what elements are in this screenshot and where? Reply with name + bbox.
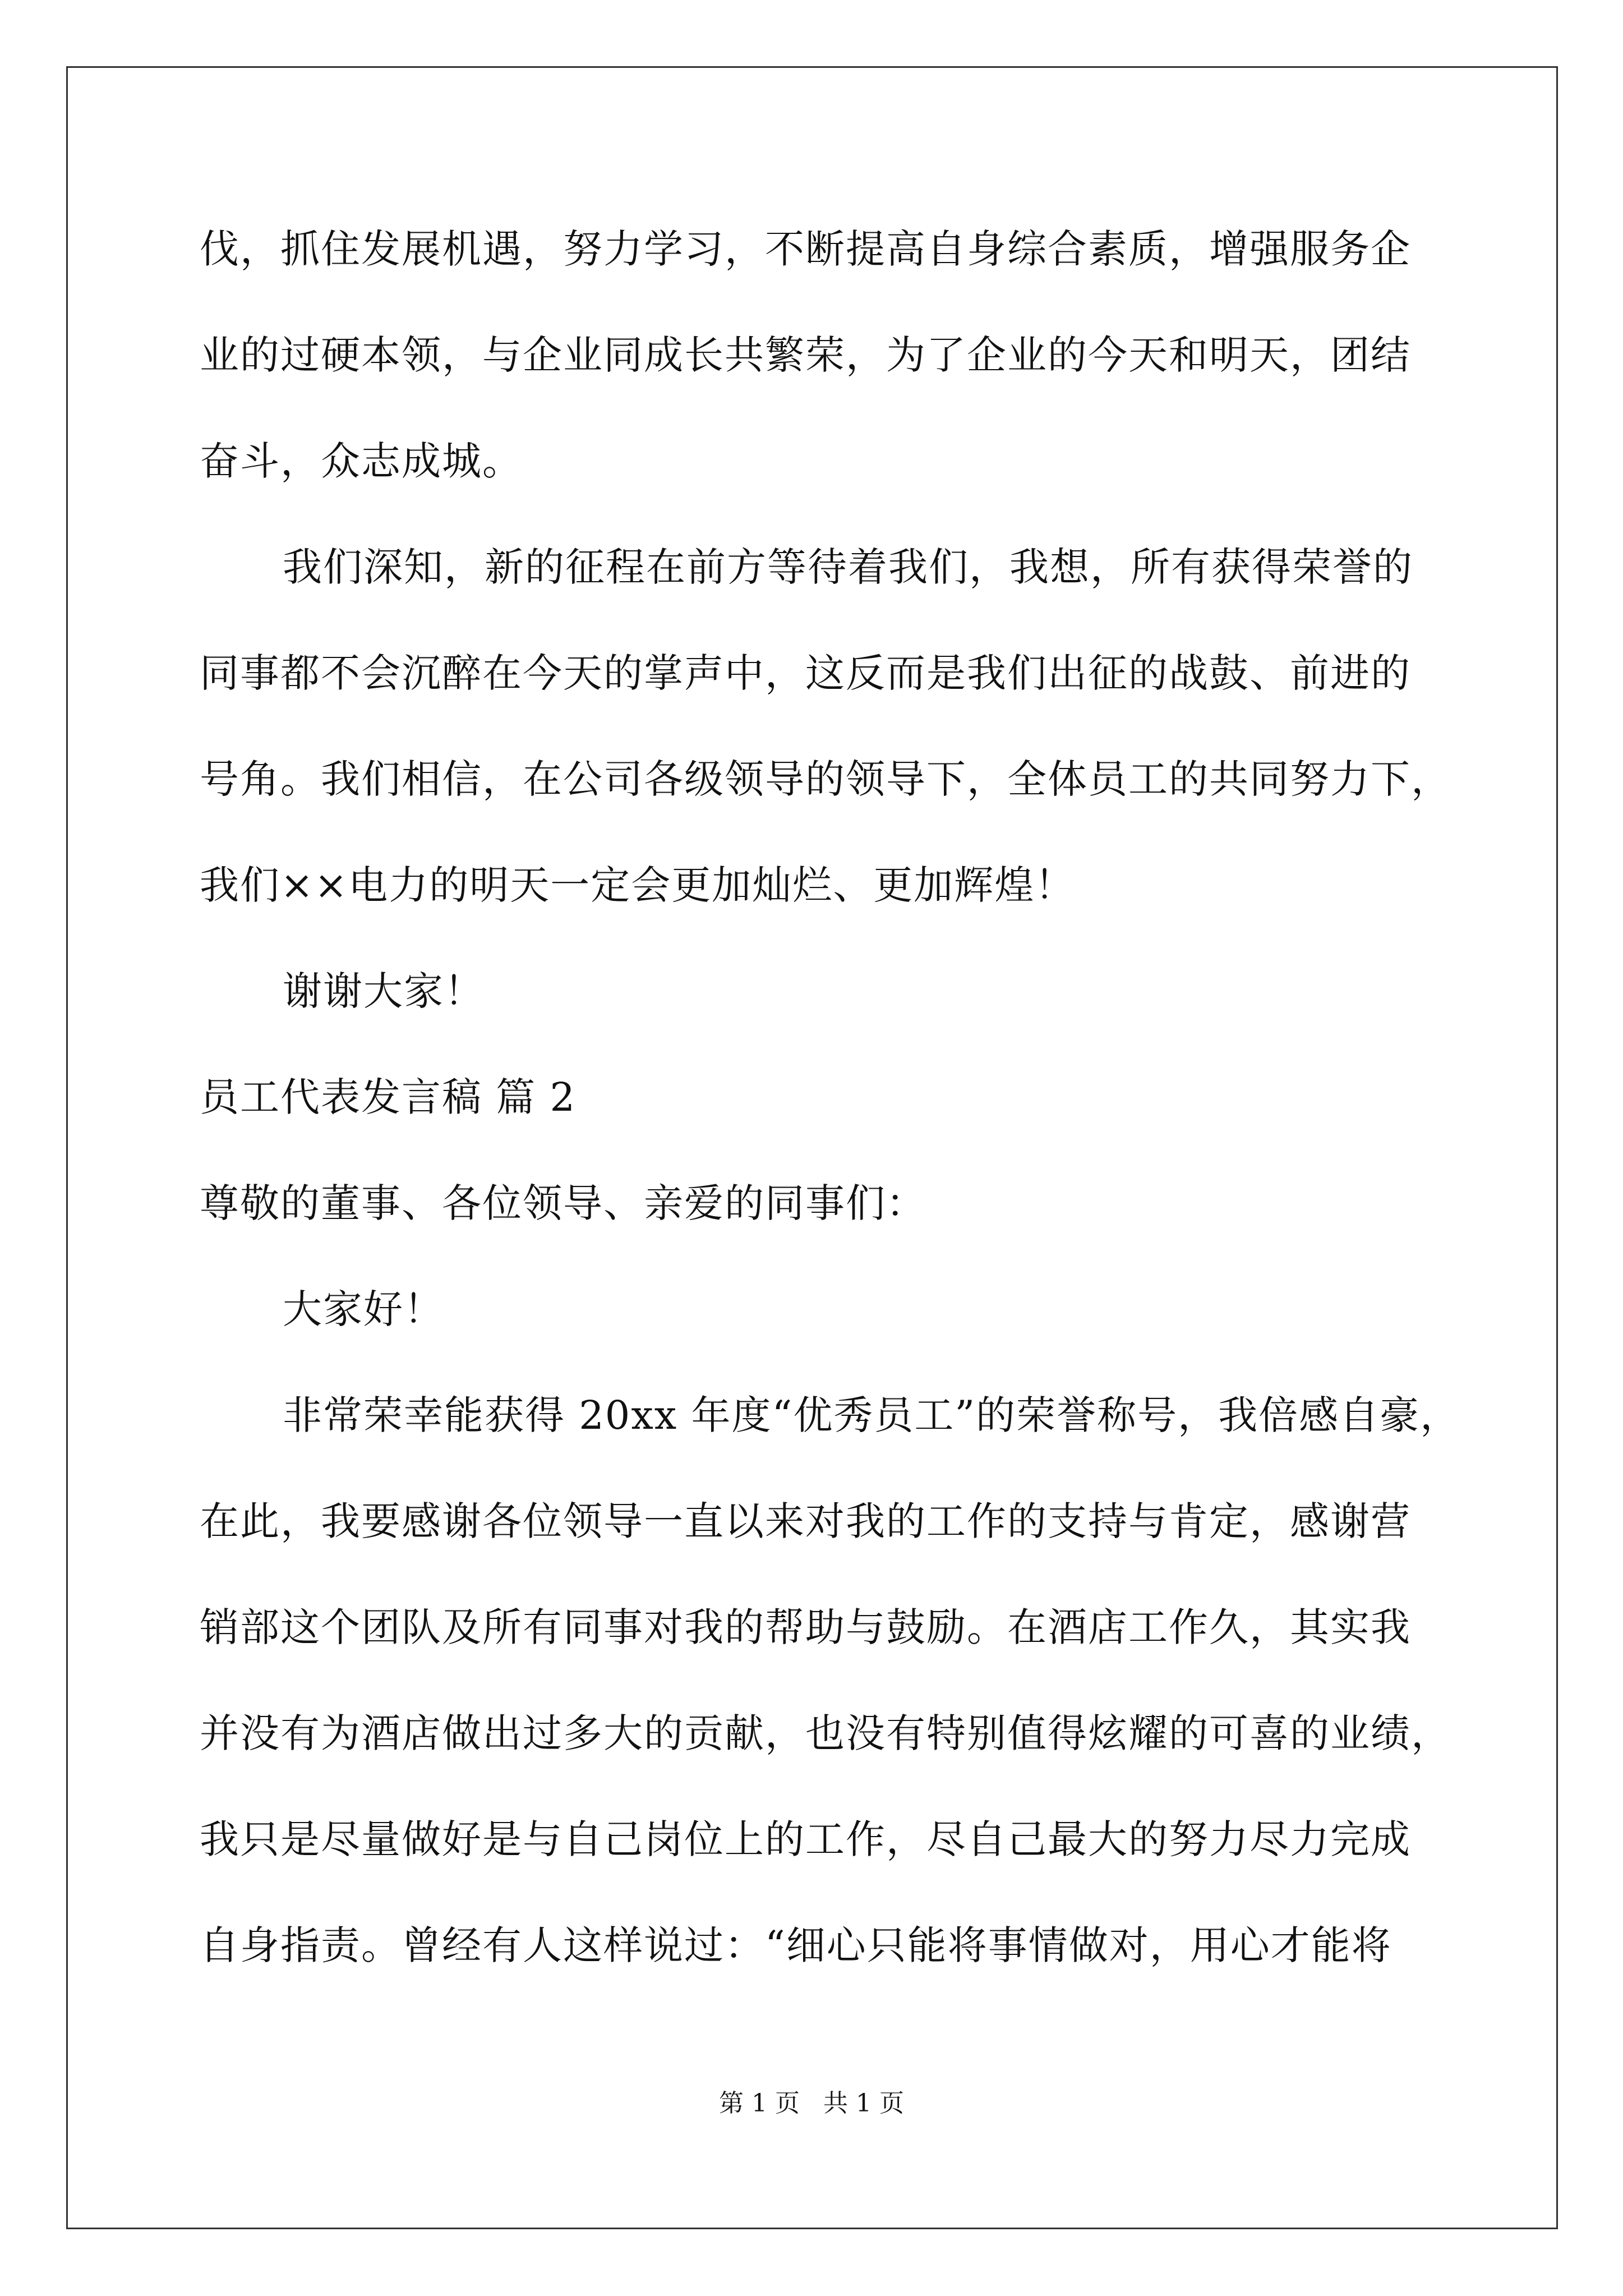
section-heading: 员工代表发言稿 篇 2 [200,1074,577,1120]
text-line: 自身指责。曾经有人这样说过：“细心只能将事情做对，用心才能将 [200,1922,1392,1968]
salutation-line: 尊敬的董事、各位领导、亲爱的同事们： [200,1180,926,1226]
closing-line: 谢谢大家！ [283,968,485,1014]
text-line: 并没有为酒店做出过多大的贡献，也没有特别值得炫耀的可喜的业绩， [200,1710,1451,1756]
text-line: 我只是尽量做好是与自己岗位上的工作，尽自己最大的努力尽力完成 [200,1816,1411,1862]
greeting-line: 大家好！ [283,1286,444,1332]
text-line: 奋斗，众志成城。 [200,438,523,484]
document-body [200,196,1461,1999]
paragraph-start-line: 我们深知，新的征程在前方等待着我们，我想，所有获得荣誉的 [283,544,1413,590]
text-line: 伐，抓住发展机遇，努力学习，不断提高自身综合素质，增强服务企 [200,226,1411,272]
text-line: 在此，我要感谢各位领导一直以来对我的工作的支持与肯定，感谢营 [200,1498,1411,1544]
text-line: 我们××电力的明天一定会更加灿烂、更加辉煌！ [200,862,1076,908]
text-line: 业的过硬本领，与企业同成长共繁荣，为了企业的今天和明天，团结 [200,332,1411,378]
text-line: 号角。我们相信，在公司各级领导的领导下，全体员工的共同努力下， [200,756,1451,802]
paragraph-start-line: 非常荣幸能获得 20xx 年度“优秀员工”的荣誉称号，我倍感自豪， [283,1392,1461,1438]
text-line: 销部这个团队及所有同事对我的帮助与鼓励。在酒店工作久，其实我 [200,1604,1411,1650]
text-line: 同事都不会沉醉在今天的掌声中，这反而是我们出征的战鼓、前进的 [200,650,1411,696]
page-footer: 第 1 页 共 1 页 [719,2089,904,2118]
